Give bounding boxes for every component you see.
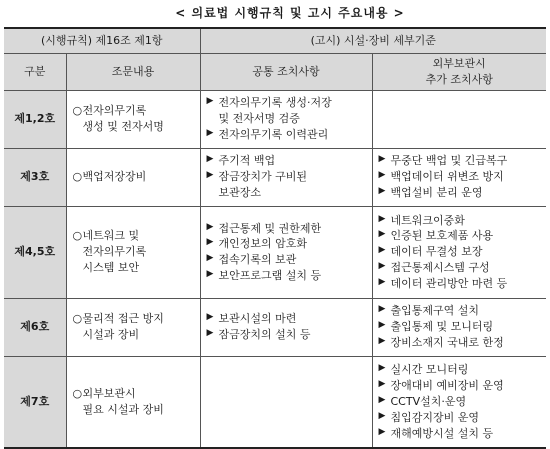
table-row: [4, 206, 546, 298]
extra-item: 인증된 보호제품 사용: [390, 229, 494, 243]
arrow-marker: ▶: [378, 379, 386, 390]
extra-item: 출입통제 및 모니터링: [390, 320, 494, 334]
common-item: 주기적 백업: [218, 154, 276, 168]
common-item: 개인정보의 암호화: [218, 237, 308, 251]
extra-item: 데이터 관리방안 마련 등: [390, 277, 508, 291]
arrow-marker: ▶: [378, 277, 386, 288]
header-category: 구분: [4, 54, 66, 91]
row-label: 제4,5호: [4, 206, 66, 298]
arrow-marker: ▶: [206, 128, 214, 139]
arrow-marker: ▶: [378, 213, 386, 224]
clause-text: 네트워크 및 전자의무기록 시스템 보안: [82, 229, 147, 275]
common-item: 보안프로그램 설치 등: [218, 269, 322, 283]
arrow-marker: ▶: [378, 261, 386, 272]
arrow-marker: ▶: [378, 320, 386, 331]
arrow-marker: ▶: [206, 312, 214, 323]
row-label: 제3호: [4, 148, 66, 206]
common-cell: [200, 206, 372, 298]
row-label: 제7호: [4, 356, 66, 448]
common-item: 접속기록의 보관: [218, 253, 297, 267]
common-item: 잠금장치가 구비된 보관장소: [218, 170, 308, 200]
common-item: 전자의무기록 이력관리: [218, 128, 329, 142]
clause-text: 외부보관시 필요 시설과 장비: [82, 387, 164, 417]
table-row: [4, 298, 546, 356]
extra-cell: [372, 356, 546, 448]
header-extra-measures: [372, 54, 546, 91]
arrow-marker: ▶: [378, 154, 386, 165]
arrow-marker: ▶: [378, 245, 386, 256]
extra-cell: [372, 90, 546, 148]
clause-cell: [66, 356, 200, 448]
common-item: 잠금장치의 설치 등: [218, 328, 311, 342]
common-cell: [200, 298, 372, 356]
arrow-marker: ▶: [378, 363, 386, 374]
common-item: 접근통제 및 권한제한: [218, 221, 322, 235]
arrow-marker: ▶: [378, 411, 386, 422]
common-cell: [200, 148, 372, 206]
arrow-marker: ▶: [206, 269, 214, 280]
common-cell: [200, 90, 372, 148]
circle-marker: ○: [72, 104, 83, 118]
arrow-marker: ▶: [378, 304, 386, 315]
header-common-measures: 공통 조치사항: [200, 54, 372, 91]
circle-marker: ○: [72, 312, 83, 326]
arrow-marker: ▶: [206, 328, 214, 339]
table-row: [4, 90, 546, 148]
extra-item: 실시간 모니터링: [390, 363, 469, 377]
extra-item: 재해예방시설 설치 등: [390, 427, 494, 441]
extra-item: 무중단 백업 및 긴급복구: [390, 154, 508, 168]
header-notice: (고시) 시설·장비 세부기준: [200, 28, 546, 54]
extra-item: 출입통제구역 설치: [390, 304, 480, 318]
common-cell: [200, 356, 372, 448]
arrow-marker: ▶: [378, 336, 386, 347]
extra-item: 백업설비 분리 운영: [390, 186, 483, 200]
extra-cell: [372, 206, 546, 298]
arrow-marker: ▶: [206, 170, 214, 181]
arrow-marker: ▶: [206, 154, 214, 165]
arrow-marker: ▶: [378, 186, 386, 197]
extra-item: 백업데이터 위변조 방지: [390, 170, 504, 184]
row-label: 제6호: [4, 298, 66, 356]
circle-marker: ○: [72, 170, 83, 184]
common-item: 보관시설의 마련: [218, 312, 297, 326]
clause-cell: [66, 148, 200, 206]
clause-cell: [66, 90, 200, 148]
clause-text: 백업저장장비: [82, 170, 147, 184]
extra-item: 장비소재지 국내로 한정: [390, 336, 504, 350]
clause-cell: [66, 206, 200, 298]
clause-text: 물리적 접근 방지 시설과 장비: [82, 312, 164, 342]
table-row: [4, 148, 546, 206]
arrow-marker: ▶: [378, 170, 386, 181]
extra-item: 침입감지장비 운영: [390, 411, 480, 425]
arrow-marker: ▶: [378, 229, 386, 240]
table-row: [4, 356, 546, 448]
clause-text: 전자의무기록 생성 및 전자서명: [82, 104, 164, 134]
page-title: < 의료법 시행규칙 및 고시 주요내용 >: [175, 6, 405, 20]
clause-cell: [66, 298, 200, 356]
extra-cell: [372, 148, 546, 206]
extra-item: 네트워크이중화: [390, 213, 465, 227]
extra-item: 접근통제시스템 구성: [390, 261, 490, 275]
row-label: 제1,2호: [4, 90, 66, 148]
regulation-table: [4, 27, 546, 449]
header-extra-measures-text: 외부보관시 추가 조치사항: [425, 57, 493, 86]
arrow-marker: ▶: [206, 221, 214, 232]
arrow-marker: ▶: [378, 427, 386, 438]
circle-marker: ○: [72, 229, 83, 243]
arrow-marker: ▶: [206, 96, 214, 107]
arrow-marker: ▶: [378, 395, 386, 406]
extra-item: CCTV설치·운영: [390, 395, 467, 409]
common-item: 전자의무기록 생성·저장 및 전자서명 검증: [218, 96, 332, 126]
arrow-marker: ▶: [206, 237, 214, 248]
extra-item: 데이터 무결성 보장: [390, 245, 483, 259]
header-enforcement-rule: (시행규칙) 제16조 제1항: [4, 28, 200, 54]
extra-cell: [372, 298, 546, 356]
header-clause-content: 조문내용: [66, 54, 200, 91]
circle-marker: ○: [72, 387, 83, 401]
arrow-marker: ▶: [206, 253, 214, 264]
extra-item: 장애대비 예비장비 운영: [390, 379, 504, 393]
